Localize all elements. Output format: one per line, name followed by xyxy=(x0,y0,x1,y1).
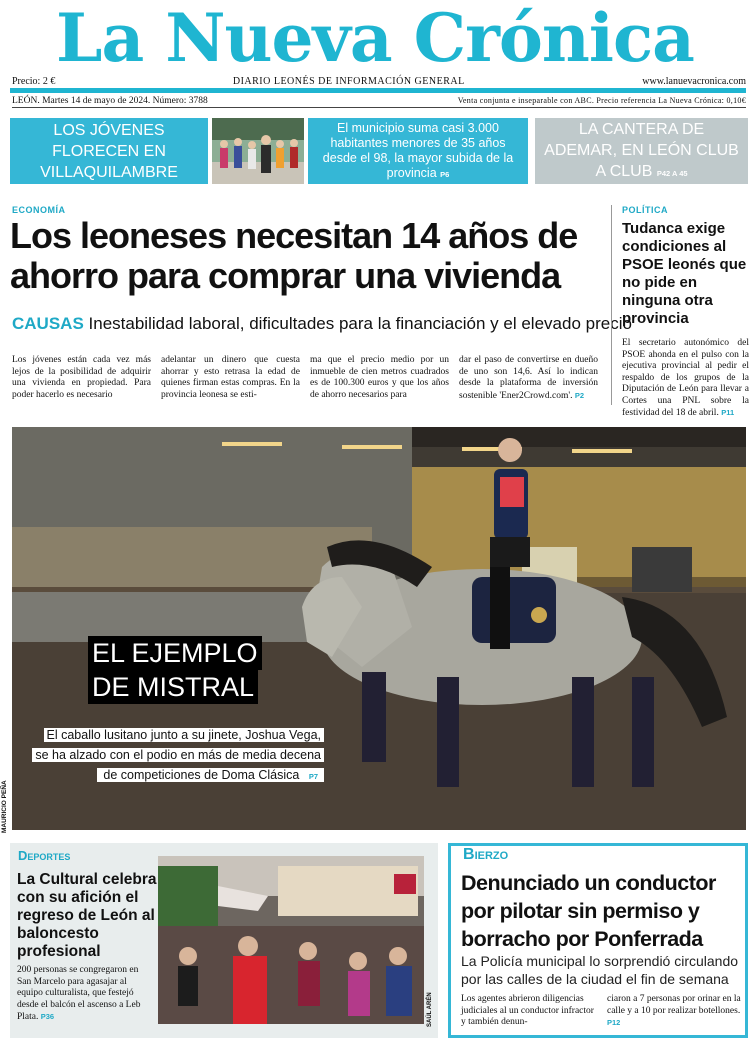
photo-headline-line-2: DE MISTRAL xyxy=(88,670,258,704)
children-photo xyxy=(212,118,304,184)
bierzo-subhead: La Policía municipal lo sorprendió circulando por las calles de la ciudad el fin de semana xyxy=(461,953,739,987)
bierzo-col-2-wrap xyxy=(607,994,743,1030)
website-link[interactable]: www.lanuevacronica.com xyxy=(642,75,746,87)
politica-headline[interactable]: Tudanca exige condiciones al PSOE leonés que no pide en ninguna otra provincia xyxy=(622,220,747,327)
masthead xyxy=(0,0,750,76)
issue-date: LEÓN. Martes 14 de mayo de 2024. Número: 3788 xyxy=(12,95,208,106)
topline xyxy=(12,74,746,88)
photo-credit: MAURICIO PEÑA xyxy=(1,780,8,833)
deportes-box xyxy=(10,843,438,1038)
lead-col-4-wrap xyxy=(459,355,598,405)
bierzo-page-ref: P12 xyxy=(607,1018,621,1028)
price: Precio: 2 € xyxy=(12,75,56,87)
bierzo-col-1: Los agentes abrieron diligencias judiciales al un conductor infractor y también denun- xyxy=(461,994,594,1028)
section-label-bierzo: BIERZO xyxy=(463,846,509,863)
politica-column xyxy=(611,205,749,418)
section-label-economia: ECONOMÍA xyxy=(12,205,66,215)
lead-subhead xyxy=(12,314,632,334)
causas-keyword: CAUSAS xyxy=(12,314,84,333)
photo-headline-line-1: EL EJEMPLO xyxy=(88,636,262,670)
teaser-villaquilambre-text: LOS JÓVENES FLORECEN EN VILLAQUILAMBRE xyxy=(40,121,178,181)
tagline: DIARIO LEONÉS DE INFORMACIÓN GENERAL xyxy=(232,75,465,87)
lead-col-1: Los jóvenes están cada vez más lejos de la posibilidad de adquirir una vivienda en propiedad. Para poder hacerlo es necesario xyxy=(12,355,151,400)
lead-col-4: dar el paso de convertirse en dueño de uno son 14,6. Así lo indican desde la plataforma de inversión sostenible 'Ener2Crowd.com'. xyxy=(459,355,598,401)
section-label-deportes: DEPORTES xyxy=(18,848,71,863)
teaser-ademar-text: LA CANTERA DE ADEMAR, EN LEÓN CLUB A CLUB xyxy=(544,120,739,180)
bierzo-box xyxy=(448,843,748,1038)
teaser-population[interactable] xyxy=(308,118,528,184)
fans-photo xyxy=(158,856,424,1024)
teaser-bar xyxy=(10,118,748,184)
newspaper-logo: La Nueva Crónica xyxy=(56,0,694,77)
causas-text: Inestabilidad laboral, dificultades para la financiación y el elevado precio xyxy=(88,314,632,333)
dateline xyxy=(12,94,746,108)
photo-headline[interactable] xyxy=(88,636,262,704)
teaser-villaquilambre[interactable] xyxy=(10,118,208,184)
lead-col-3: ma que el precio medio por un inmueble de cien metros cuadrados es de 100.300 euros y que los años de ahorro necesarios para xyxy=(310,355,449,400)
photo-caption-line-2: se ha alzado con el podio en más de media decena xyxy=(32,748,324,762)
politica-text-wrap xyxy=(622,338,749,420)
lead-col-2: adelantar un dinero que cuesta ahorrar y esto retrasa la edad de quienes firman estas compras. En la provincia leonesa se esti- xyxy=(161,355,300,400)
deportes-text-wrap xyxy=(17,965,153,1024)
deportes-headline[interactable]: La Cultural celebra con su afición el regreso de León al baloncesto profesional xyxy=(17,871,157,960)
teaser-ademar-page: P42 A 45 xyxy=(656,168,688,178)
teaser-ademar[interactable] xyxy=(535,118,748,184)
teaser-population-page: P6 xyxy=(440,169,450,179)
joint-sale-note: Venta conjunta e inseparable con ABC. Precio referencia La Nueva Crónica: 0,10€ xyxy=(457,96,746,105)
section-label-politica: POLÍTICA xyxy=(622,205,668,215)
teaser-population-text: El municipio suma casi 3.000 habitantes menores de 35 años desde el 98, la mayor subida de la provincia xyxy=(322,120,514,180)
masthead-rule xyxy=(10,88,746,93)
teaser-photo[interactable] xyxy=(212,118,304,184)
politica-text: El secretario autonómico del PSOE ahonda en el pulso con la ejecutiva provincial al pedir el respaldo de los grupos de la Diputación de León para llevar a Cortes una PNL sobre la festividad del 18 de abril. xyxy=(622,338,749,418)
lead-body xyxy=(12,355,598,405)
politica-page-ref: P11 xyxy=(721,408,735,417)
bierzo-headline[interactable]: Denunciado un conductor por pilotar sin permiso y borracho por Ponferrada xyxy=(461,871,716,951)
lead-headline[interactable]: Los leoneses necesitan 14 años de ahorro para comprar una vivienda xyxy=(10,215,578,296)
lead-page-ref: P2 xyxy=(574,390,585,400)
deportes-text: 200 personas se congregaron en San Marcelo para agasajar al equipo culturalista, que festejó desde el balcón el ascenso a Leb Plata. xyxy=(17,965,141,1023)
deportes-photo[interactable] xyxy=(158,856,424,1024)
bierzo-col-2: ciaron a 7 personas por orinar en la calle y a 10 por realizar botellones. xyxy=(607,994,741,1016)
photo-caption xyxy=(24,725,324,787)
photo-caption-line-3: de competiciones de Doma Clásica xyxy=(100,768,302,782)
deportes-photo-credit: SAÚL ARÉN xyxy=(427,992,433,1027)
photo-page-ref: P7 xyxy=(306,772,321,781)
bierzo-body xyxy=(461,994,743,1030)
photo-caption-line-1: El caballo lusitano junto a su jinete, Joshua Vega, xyxy=(44,728,325,742)
deportes-page-ref: P36 xyxy=(40,1012,55,1022)
